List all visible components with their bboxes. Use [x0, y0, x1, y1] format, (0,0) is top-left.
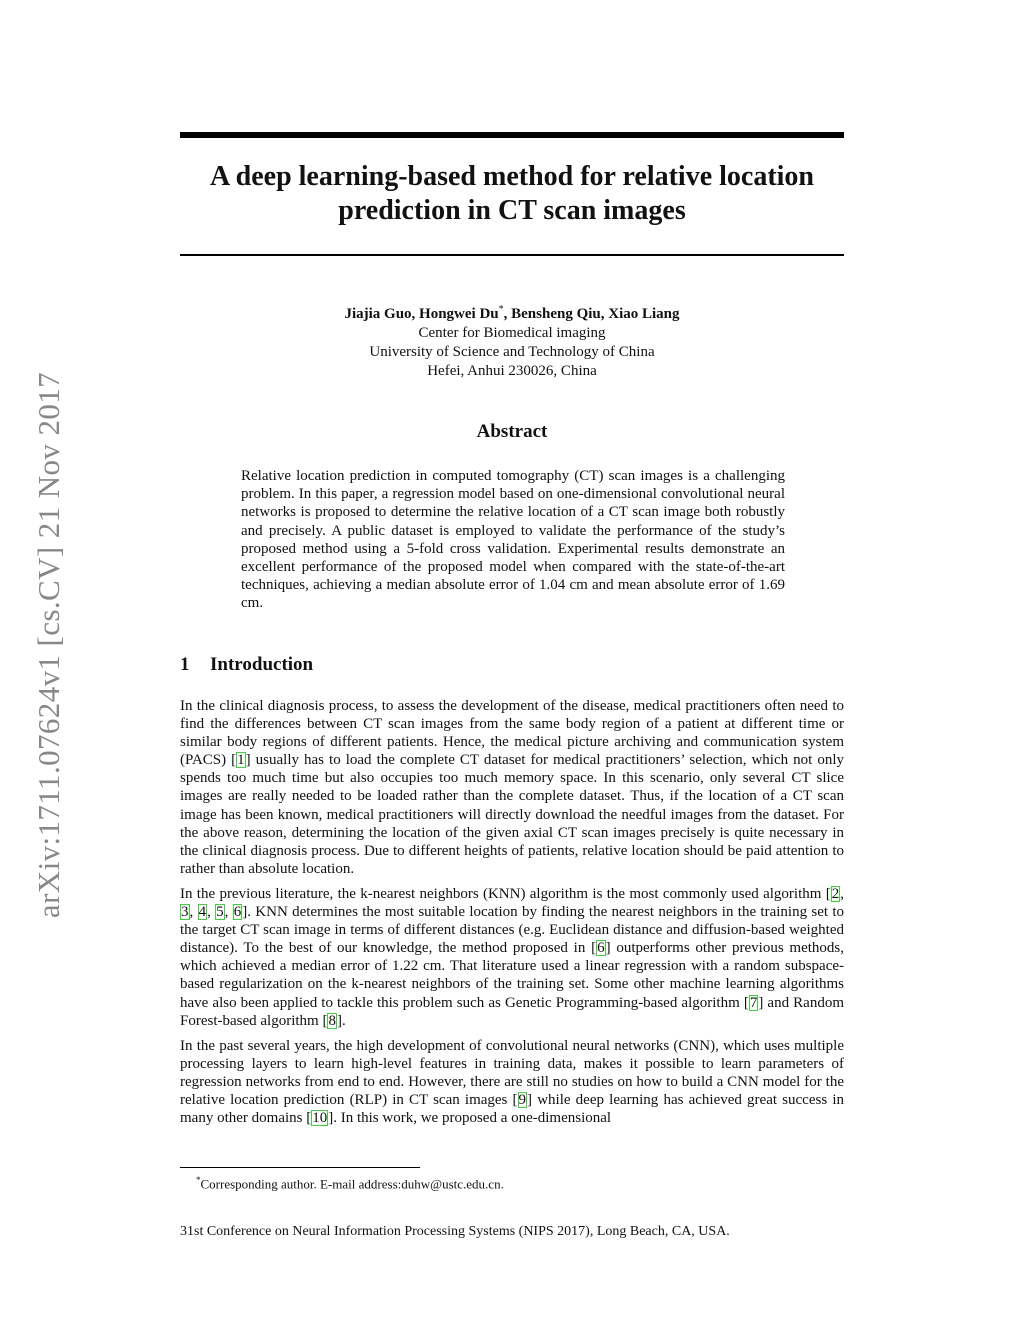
section-heading-introduction — [180, 654, 313, 676]
abstract-heading: Abstract — [476, 421, 548, 442]
p3-text-3: ]. In this work, we proposed a one-dimensional — [328, 1110, 612, 1127]
p3-text-2: ] while deep learning has achieved great success in many other domains [ — [180, 1091, 844, 1127]
citation-4[interactable]: 4 — [198, 904, 207, 921]
citation-3[interactable]: 3 — [181, 904, 189, 921]
p1-text-2: ] usually has to load the complete CT dataset for medical practitioners’ selection, which not only spends too much time but also occupies too much memory space. In this scenario, only several CT slice images are really needed to be loaded rather than the complete dataset. Thus, if the location of a CT scan image has been known, medical practitioners will directly download the needful images from the dataset. For the above reason, determining the location of the given axial CT scan images precisely is quite necessary in the clinical diagnosis process. Due to different heights of patients, relative location should be paid attention to rather than absolute location. — [180, 752, 844, 877]
p2-text-3: ] outperforms other previous methods, which achieved a median error of 1.22 cm. That literature used a linear regression with a random subspace-based regularization on the k-nearest neighbors of the training set. Some other machine learning algorithms have also been applied to tackle this problem such as Genetic Programming-based algorithm [ — [180, 940, 844, 1011]
footnote-text: Corresponding author. E-mail address:duhw@ustc.edu.cn. — [200, 1176, 504, 1192]
citation-6[interactable]: 6 — [233, 904, 242, 921]
footnote-rule — [180, 1167, 420, 1168]
authors-first: Jiajia Guo, Hongwei Du — [344, 306, 499, 322]
citation-7[interactable]: 7 — [749, 994, 758, 1011]
p2-sep-2: , — [189, 904, 198, 921]
citation-5[interactable]: 5 — [216, 904, 224, 921]
footnote — [196, 1172, 504, 1192]
section-title: Introduction — [210, 654, 314, 675]
paragraph-3 — [180, 1037, 844, 1127]
citation-8[interactable]: 8 — [328, 1012, 336, 1029]
authors-rest: , Bensheng Qiu, Xiao Liang — [503, 306, 680, 322]
citation-1[interactable]: 1 — [237, 752, 245, 769]
paper-title: A deep learning-based method for relative location prediction in CT scan images — [209, 161, 815, 226]
corresponding-mark: * — [498, 304, 504, 315]
p2-sep-3: , — [207, 904, 216, 921]
affiliation-line-2: University of Science and Technology of China — [369, 344, 655, 360]
affiliation-line-3: Hefei, Anhui 230026, China — [427, 363, 597, 379]
p1-text-1: In the clinical diagnosis process, to assess the development of the disease, medical practitioners often need to find the differences between CT scan images from the same body region of a patient at different time or similar body regions of different patients. Hence, the medical picture archiving and communication system (PACS) [ — [180, 698, 844, 769]
arxiv-stamp — [29, 347, 69, 943]
paragraph-2 — [180, 885, 844, 1030]
arxiv-stamp-text: arXiv:1711.07624v1 [cs.CV] 21 Nov 2017 — [31, 371, 67, 919]
author-block — [180, 300, 844, 381]
p2-text-2: ]. KNN determines the most suitable location by finding the nearest neighbors in the training set to the target CT scan image in terms of different distances (e.g. Euclidean distance and diffusion-based weighted distance). To the best of our knowledge, the method proposed in [ — [180, 904, 845, 957]
introduction-body — [180, 697, 844, 1134]
title-bottom-rule — [180, 254, 844, 256]
citation-9[interactable]: 9 — [518, 1091, 527, 1108]
citation-10[interactable]: 10 — [312, 1110, 328, 1127]
section-number: 1 — [180, 654, 190, 675]
citation-2[interactable]: 2 — [831, 885, 840, 902]
affiliation-line-1: Center for Biomedical imaging — [418, 325, 606, 341]
author-names — [180, 300, 844, 324]
p3-text-1: In the past several years, the high development of convolutional neural networks (CNN), which uses multiple processing layers to learn high-level features in training data, makes it possible to learn parameters of regression networks from end to end. However, there are still no studies on how to build a CNN model for the relative location prediction (RLP) in CT scan images [ — [180, 1037, 844, 1108]
p2-text-1: In the previous literature, the k-nearest neighbors (KNN) algorithm is the most commonly used algorithm [ — [180, 885, 831, 902]
conference-note: 31st Conference on Neural Information Processing Systems (NIPS 2017), Long Beach, CA, USA. — [180, 1224, 730, 1239]
p2-text-5: ]. — [336, 1012, 346, 1029]
footnote-mark: * — [196, 1175, 201, 1185]
p2-text-4: ] and Random Forest-based algorithm [ — [180, 994, 845, 1029]
p2-sep-4: , — [224, 904, 233, 921]
abstract-text: Relative location prediction in computed tomography (CT) scan images is a challenging problem. In this paper, a regression model based on one-dimensional convolutional neural networks is proposed to determine the relative location of a CT scan image both robustly and precisely. A public dataset is employed to validate the performance of the study’s proposed method using a 5-fold cross validation. Experimental results demonstrate an excellent performance of the proposed model when compared with the state-of-the-art techniques, achieving a median absolute error of 1.04 cm and mean absolute error of 1.69 cm. — [241, 468, 785, 612]
citation-6-second[interactable]: 6 — [597, 940, 605, 957]
title-top-rule — [180, 132, 844, 138]
paragraph-1 — [180, 697, 844, 878]
p2-sep-1: , — [840, 885, 844, 902]
